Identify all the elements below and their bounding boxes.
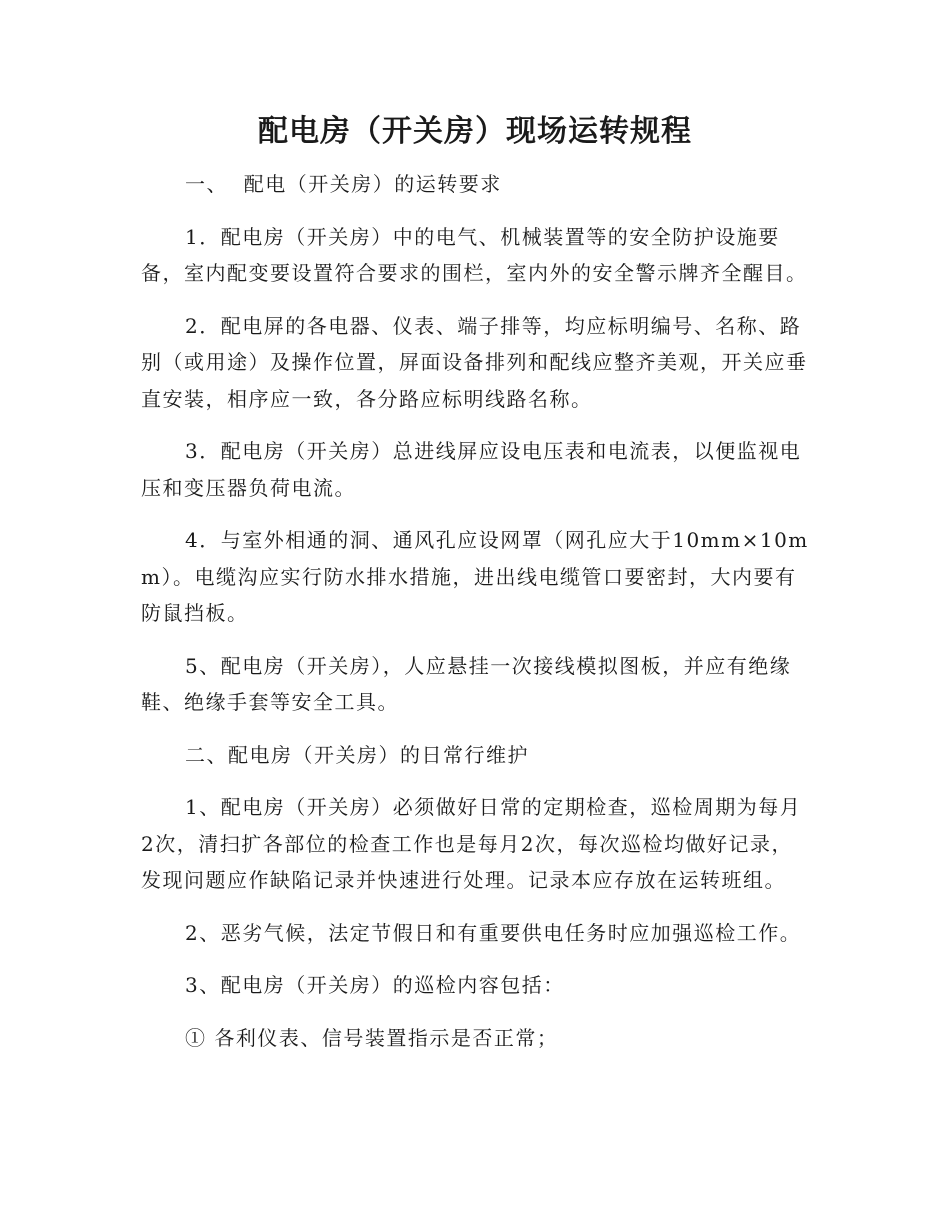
section-heading-2: 二、配电房（开关房）的日常行维护	[185, 742, 529, 767]
section-heading-1: 一、 配电（开关房）的运转要求	[185, 172, 502, 196]
paragraph: 1．配电房（开关房）中的电气、机械装置等的安全防护设施要备，室内配变要设置符合要求的围栏，室内外的安全警示牌齐全醒目。	[141, 224, 808, 285]
paragraph: 3．配电房（开关房）总进线屏应设电压表和电流表，以便监视电压和变压器负荷电流。	[141, 439, 802, 500]
paragraph: 1、配电房（开关房）必须做好日常的定期检查，巡检周期为每月2次，清扫扩各部位的检查工作也是每月2次，每次巡检均做好记录，发现问题应作缺陷记录并快速进行处理。记录本应存放在运转班组。	[141, 795, 802, 892]
list-item: ① 各利仪表、信号装置指示是否正常；	[185, 1025, 559, 1050]
paragraph: 2、恶劣气候，法定节假日和有重要供电任务时应加强巡检工作。	[185, 920, 802, 945]
document-body	[141, 166, 809, 1072]
document-title: 配电房（开关房）现场运转规程	[258, 114, 692, 149]
paragraph: 4．与室外相通的洞、通风孔应设网罩（网孔应大于10mm×10mm）。电缆沟应实行防水排水措施，进出线电缆管口要密封，大内要有防鼠挡板。	[141, 528, 809, 625]
paragraph: 2．配电屏的各电器、仪表、端子排等，均应标明编号、名称、路别（或用途）及操作位置，屏面设备排列和配线应整齐美观，开关应垂直安装，相序应一致，各分路应标明线路名称。	[141, 313, 808, 411]
paragraph: 3、配电房（开关房）的巡检内容包括：	[185, 973, 565, 997]
paragraph: 5、配电房（开关房），人应悬挂一次接线模拟图板，并应有绝缘鞋、绝缘手套等安全工具。	[141, 653, 792, 714]
